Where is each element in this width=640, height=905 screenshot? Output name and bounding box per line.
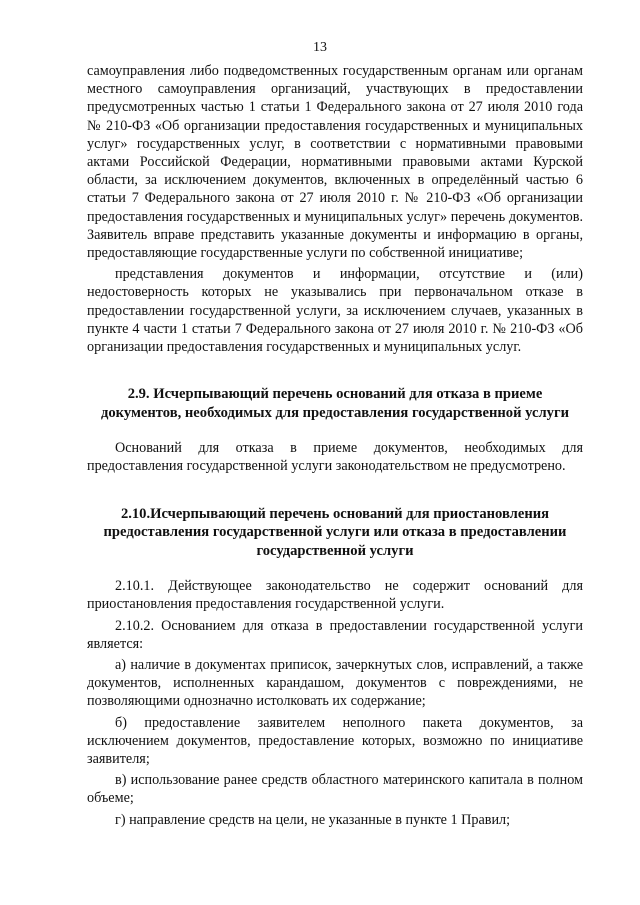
page-number: 13 — [313, 40, 327, 55]
list-item-g: г) направление средств на цели, не указанные в пункте 1 Правил; — [115, 811, 511, 828]
paragraph-no-grounds-refusal: Оснований для отказа в приеме документов, необходимых для предоставления государственной услуги законодательством не предусмотрено. — [87, 440, 583, 475]
section-heading-2-9: 2.9. Исчерпывающий перечень оснований для отказа в приеме документов, необходимых для предоставления государственной услуги — [101, 386, 569, 421]
list-item-a: а) наличие в документах приписок, зачеркнутых слов, исправлений, а также документов, исполненных карандашом, документов с повреждениями, не позволяющими однозначно истолковать их содержание; — [87, 656, 583, 710]
paragraph-2-10-2: 2.10.2. Основанием для отказа в предоставлении государственной услуги является: — [87, 617, 583, 652]
paragraph-documents-info: представления документов и информации, отсутствие и (или) недостоверность которых не указывались при первоначальном отказе в предоставлении государственной услуги, за исключением случаев, указанных в пункте 4 части 1 статьи 7 Федерального закона от 27 июля 2010 г. № 210-ФЗ «Об организации предоставления государственных и муниципальных услуг. — [87, 266, 583, 356]
section-heading-2-10: 2.10.Исчерпывающий перечень оснований для приостановления предоставления государственной услуги или отказа в предоставлении государственной услуги — [103, 505, 567, 559]
paragraph-2-10-1: 2.10.1. Действующее законодательство не содержит оснований для приостановления предоставления государственной услуги. — [87, 578, 583, 613]
list-item-b: б) предоставление заявителем неполного пакета документов, за исключением документов, предоставление которых, возможно по инициативе заявителя; — [87, 714, 583, 767]
paragraph-continuation: самоуправления либо подведомственных государственным органам или органам местного самоуправления организаций, участвующих в предоставлении предусмотренных частью 1 статьи 1 Федерального закона от 27 июля 2010 года № 210-ФЗ «Об организации предоставления государственных и муниципальных услуг» государственных услуг, в соответствии с нормативными правовыми актами Российской Федерации, нормативными правовыми актами Курской области, за исключением документов, включенных в определённый частью 6 статьи 7 Федерального закона от 27 июля 2010 г. № 210-ФЗ «Об организации предоставления государственных и муниципальных услуг» перечень документов. Заявитель вправе представить указанные документы и информацию в органы, предоставляющие государственные услуги по собственной инициативе; — [87, 63, 583, 262]
list-item-v: в) использование ранее средств областного материнского капитала в полном объеме; — [87, 772, 583, 807]
document-body — [87, 62, 583, 829]
